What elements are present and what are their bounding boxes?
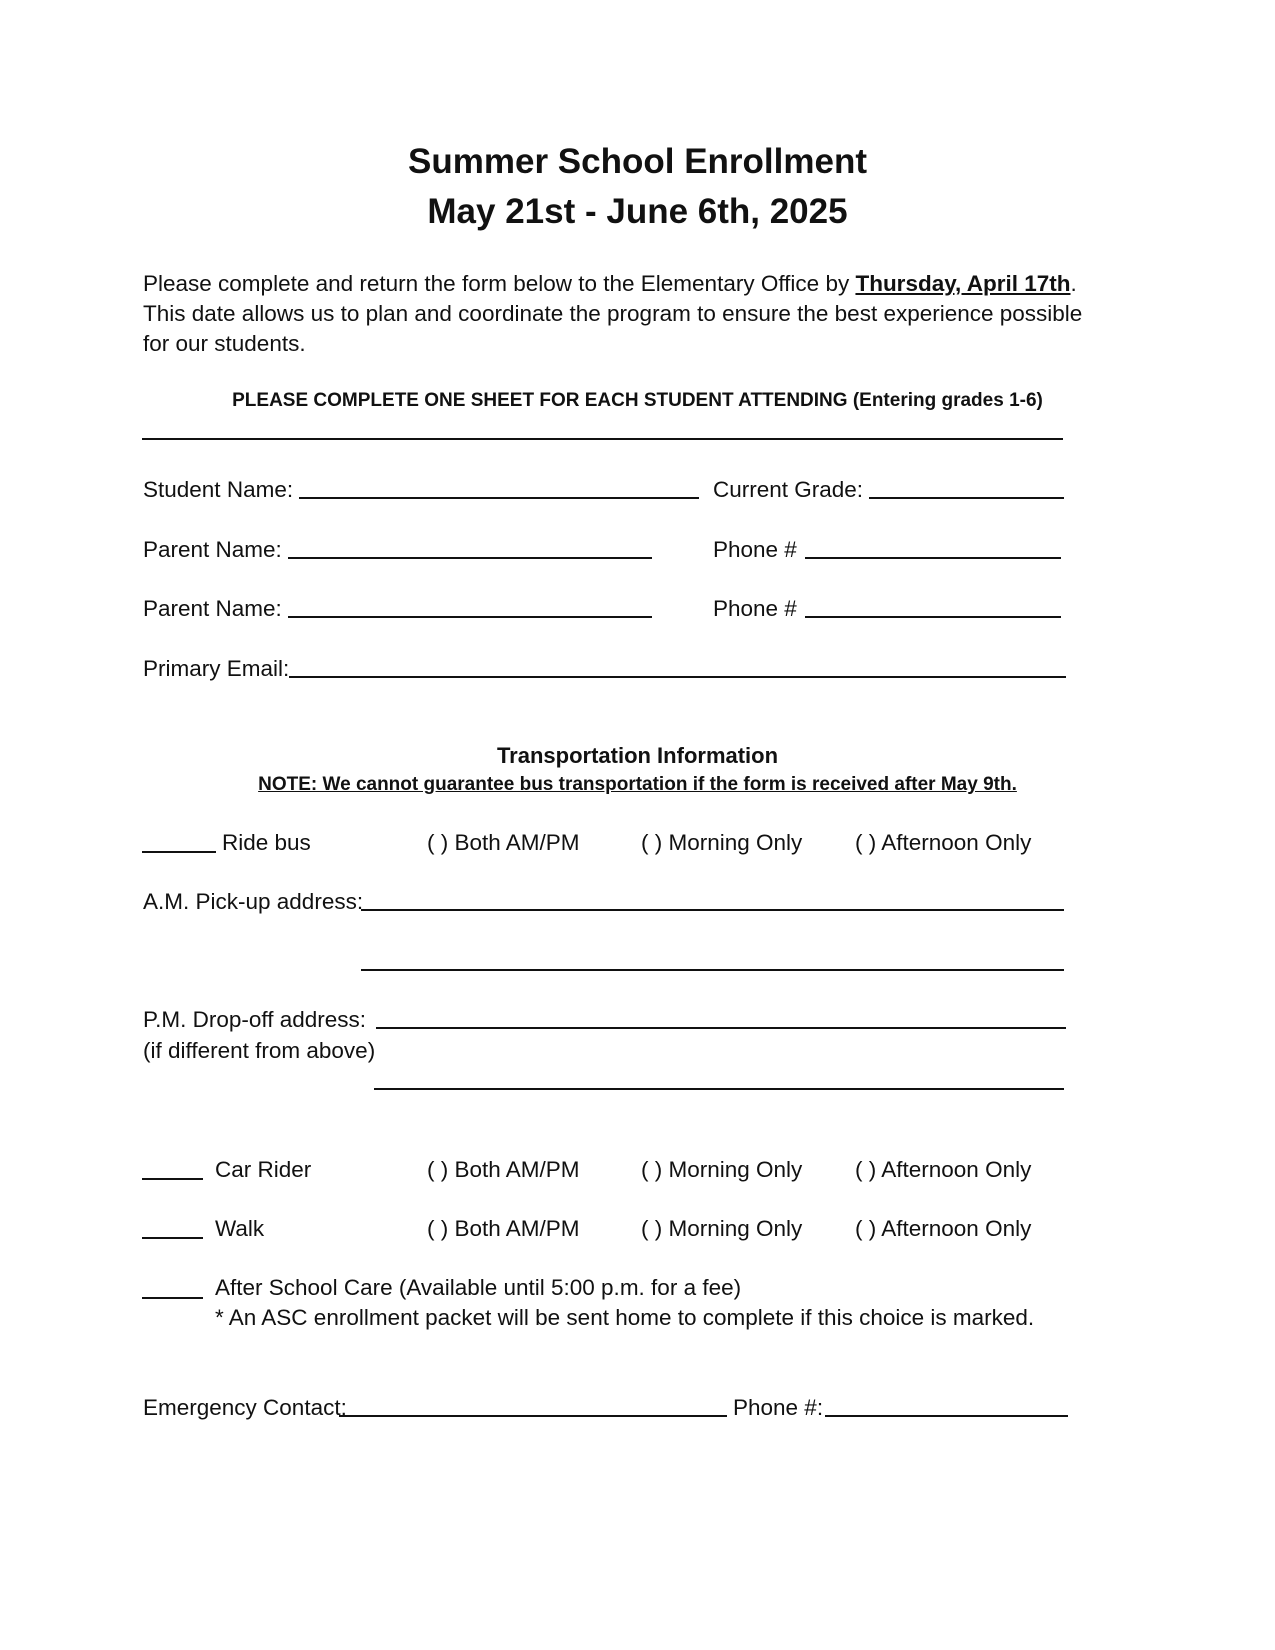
- walk-blank[interactable]: [142, 1237, 203, 1239]
- bus-option-both[interactable]: ( ) Both AM/PM: [427, 830, 580, 855]
- walk-option-both[interactable]: ( ) Both AM/PM: [427, 1216, 580, 1241]
- intro-period: .: [1070, 271, 1077, 296]
- intro-line-2: This date allows us to plan and coordinate the program to ensure the best experience possible: [143, 301, 1083, 326]
- ride-bus-label: Ride bus: [222, 830, 311, 855]
- pm-dropoff-label: P.M. Drop-off address:: [143, 1007, 367, 1032]
- emergency-phone-field[interactable]: [825, 1415, 1068, 1417]
- intro-line-3: for our students.: [143, 331, 306, 356]
- student-name-label: Student Name:: [143, 477, 294, 502]
- phone-label-1: Phone #: [713, 537, 797, 562]
- current-grade-field[interactable]: [869, 497, 1064, 499]
- deadline-date: Thursday, April 17th: [855, 271, 1071, 296]
- emergency-contact-label: Emergency Contact:: [143, 1395, 347, 1420]
- after-care-label: After School Care (Available until 5:00 p.m. for a fee): [215, 1275, 742, 1300]
- car-option-morning[interactable]: ( ) Morning Only: [641, 1157, 803, 1182]
- parent-name-field-1[interactable]: [288, 557, 652, 559]
- walk-option-morning[interactable]: ( ) Morning Only: [641, 1216, 803, 1241]
- primary-email-field[interactable]: [289, 676, 1066, 678]
- bus-option-afternoon[interactable]: ( ) Afternoon Only: [855, 830, 1032, 855]
- phone-field-2[interactable]: [805, 616, 1061, 618]
- car-rider-label: Car Rider: [215, 1157, 312, 1182]
- am-pickup-label: A.M. Pick-up address:: [143, 889, 364, 914]
- ride-bus-blank[interactable]: [142, 851, 216, 853]
- parent-name-field-2[interactable]: [288, 616, 652, 618]
- student-name-field[interactable]: [299, 497, 699, 499]
- after-care-note: * An ASC enrollment packet will be sent home to complete if this choice is marked.: [215, 1305, 1035, 1330]
- instruction-text: PLEASE COMPLETE ONE SHEET FOR EACH STUDENT ATTENDING (Entering grades 1-6): [232, 390, 1043, 411]
- am-pickup-field-2[interactable]: [361, 969, 1064, 971]
- after-care-blank[interactable]: [142, 1297, 203, 1299]
- am-pickup-field-1[interactable]: [361, 909, 1064, 911]
- walk-option-afternoon[interactable]: ( ) Afternoon Only: [855, 1216, 1032, 1241]
- current-grade-label: Current Grade:: [713, 477, 864, 502]
- car-option-afternoon[interactable]: ( ) Afternoon Only: [855, 1157, 1032, 1182]
- intro-line-1: [143, 268, 1077, 299]
- phone-field-1[interactable]: [805, 557, 1061, 559]
- pm-dropoff-field-2[interactable]: [374, 1088, 1064, 1090]
- parent-name-label-2: Parent Name:: [143, 596, 282, 621]
- transport-heading: Transportation Information: [496, 743, 779, 768]
- phone-label-2: Phone #: [713, 596, 797, 621]
- page-title: Summer School Enrollment: [408, 142, 867, 181]
- pm-dropoff-sublabel: (if different from above): [143, 1038, 376, 1063]
- emergency-phone-label: Phone #:: [733, 1395, 824, 1420]
- car-option-both[interactable]: ( ) Both AM/PM: [427, 1157, 580, 1182]
- transport-note: NOTE: We cannot guarantee bus transportation if the form is received after May 9th.: [258, 774, 1017, 795]
- date-range-title: May 21st - June 6th, 2025: [427, 192, 848, 231]
- primary-email-label: Primary Email:: [143, 656, 290, 681]
- car-rider-blank[interactable]: [142, 1178, 203, 1180]
- intro-text: Please complete and return the form below to the Elementary Office by: [143, 271, 856, 296]
- emergency-contact-field[interactable]: [339, 1415, 727, 1417]
- walk-label: Walk: [215, 1216, 265, 1241]
- bus-option-morning[interactable]: ( ) Morning Only: [641, 830, 803, 855]
- divider: [142, 438, 1063, 440]
- parent-name-label-1: Parent Name:: [143, 537, 282, 562]
- pm-dropoff-field-1[interactable]: [376, 1027, 1066, 1029]
